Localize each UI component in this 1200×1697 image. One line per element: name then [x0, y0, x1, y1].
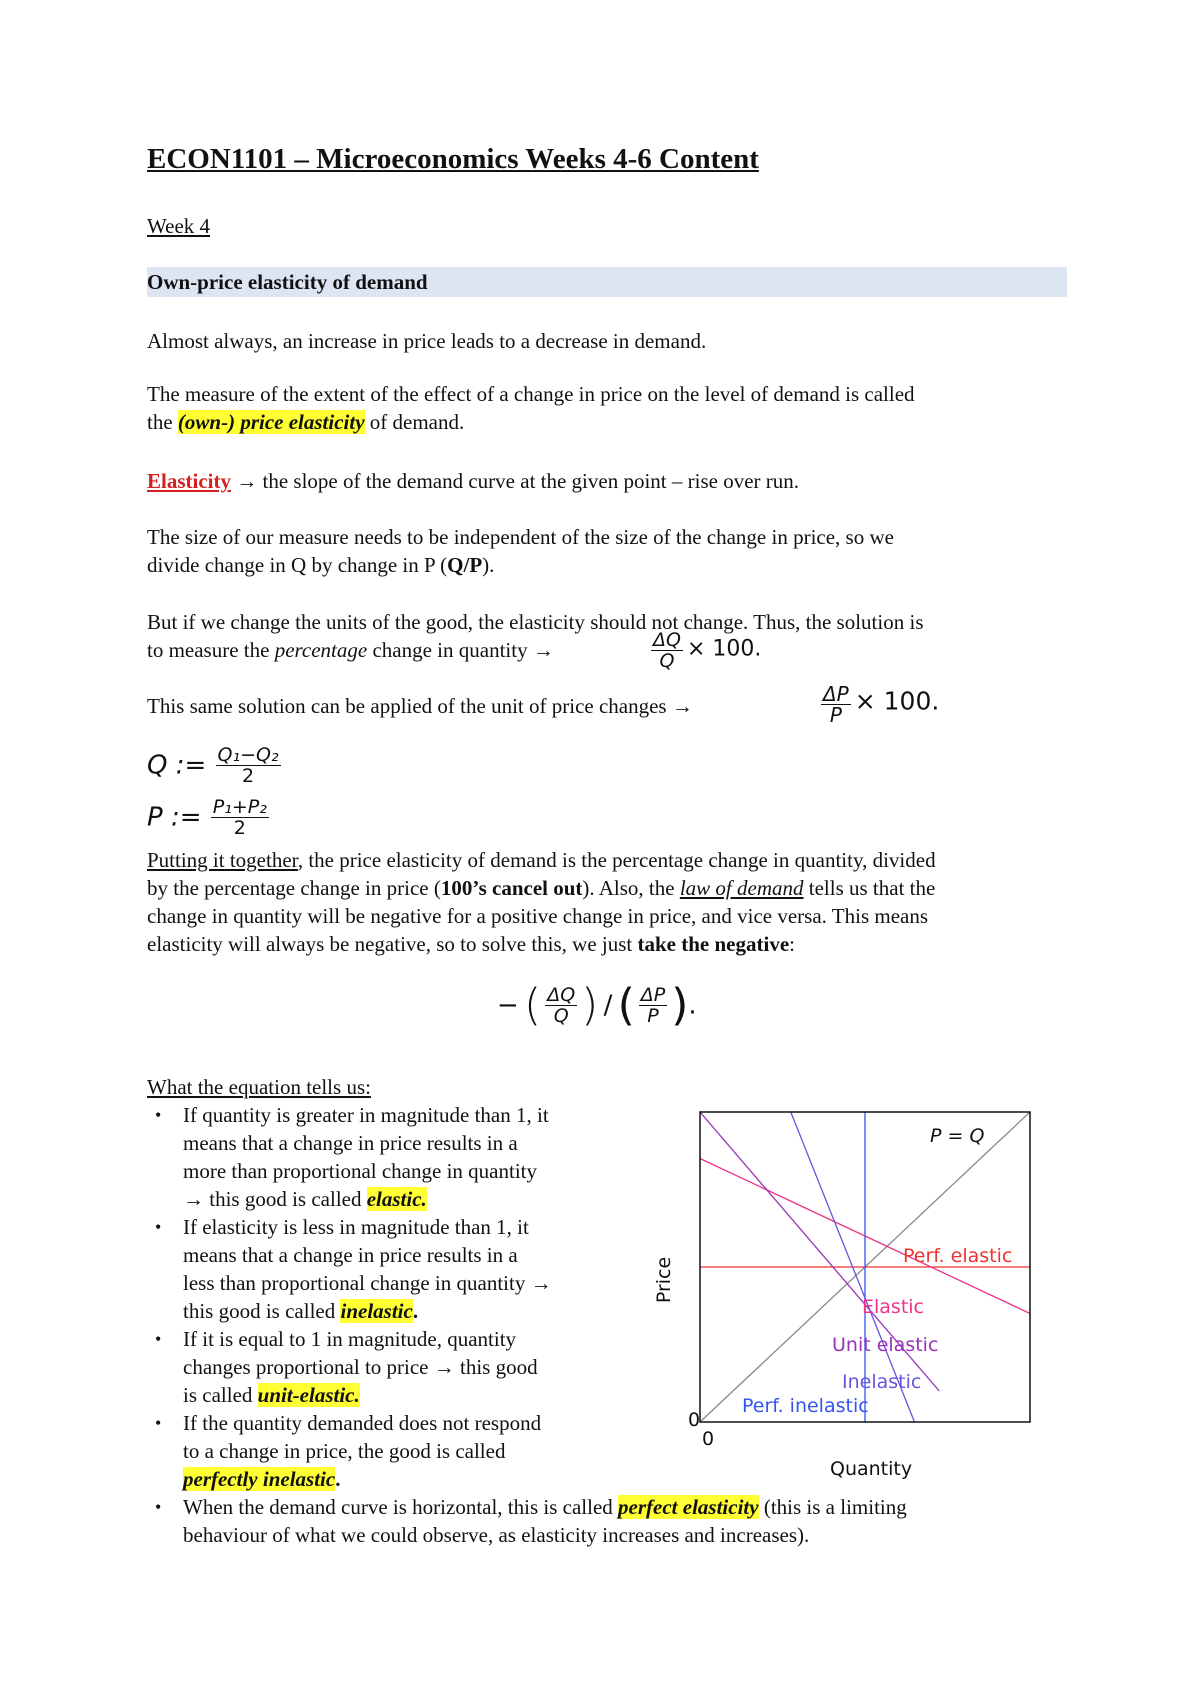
- label-unit-elastic: Unit elastic: [832, 1334, 939, 1356]
- own-price-elasticity-highlight: (own-) price elasticity: [177, 410, 365, 434]
- document-title: ECON1101 – Microeconomics Weeks 4-6 Content: [147, 143, 759, 175]
- paragraph-price-percent: This same solution can be applied of the unit of price changes → $\frac{\Delta P}{P}$ × 100.: [147, 682, 940, 727]
- y-tick-label: 0: [688, 1409, 701, 1431]
- elastic-highlight: elastic.: [366, 1187, 427, 1211]
- law-of-demand-link: law of demand: [679, 876, 804, 900]
- paragraph-demand: Almost always, an increase in price leads to a decrease in demand.: [147, 329, 707, 353]
- equation-elasticity: − ( $\frac{\Delta Q}{Q}$ ) / ( $\frac{\Delta P}{P}$ ).: [497, 979, 697, 1031]
- bullet-dot-icon: •: [155, 1105, 162, 1125]
- equation-p-definition: P := $\frac{\text{P₁+P₂}}{2}$: [147, 796, 267, 839]
- week-heading: Week 4: [147, 214, 211, 238]
- label-inelastic: Inelastic: [842, 1371, 922, 1393]
- x-axis-label: Quantity: [830, 1458, 913, 1480]
- paragraph-putting-together: Putting it together, the price elasticity of demand is the percentage change in quantity, divided by the percentage change in price (100’s cancel out). Also, the law of demand tells us that the change in quantity will be negative for a positive change in price, and vice versa. This means elasticity will always be negative, so to solve this, we just take the negative:: [147, 848, 936, 956]
- equation-price-percent: $\frac{\Delta P}{P}$ × 100.: [823, 682, 940, 727]
- equation-quantity-percent: $\frac{\Delta Q}{Q}$ × 100.: [653, 629, 762, 672]
- paragraph-measure-line2: the (own-) price elasticity of demand.: [147, 410, 465, 434]
- label-perf-elastic: Perf. elastic: [903, 1245, 1013, 1267]
- perfectly-inelastic-highlight: perfectly inelastic: [183, 1467, 336, 1491]
- section-heading: Own-price elasticity of demand: [147, 267, 1067, 297]
- bullets-heading: What the equation tells us:: [147, 1075, 371, 1099]
- label-perf-inelastic: Perf. inelastic: [742, 1395, 869, 1417]
- bullet-dot-icon: •: [155, 1413, 162, 1433]
- elasticity-term: Elasticity: [147, 469, 231, 493]
- elasticity-chart: [620, 1100, 1013, 1480]
- y-axis-label: Price: [653, 1256, 675, 1304]
- inelastic-highlight: inelastic: [340, 1299, 413, 1323]
- bullet-dot-icon: •: [155, 1329, 162, 1349]
- unit-elastic-highlight: unit-elastic.: [257, 1383, 360, 1407]
- paragraph-independence: The size of our measure needs to be independent of the size of the change in price, so we divide change in Q by change in P (Q/P).: [147, 525, 894, 577]
- paragraph-elasticity-definition: Elasticity → the slope of the demand curve at the given point – rise over run.: [147, 469, 800, 493]
- x-tick-label: 0: [702, 1428, 715, 1450]
- bullet-dot-icon: •: [155, 1217, 162, 1237]
- perfect-elasticity-highlight: perfect elasticity: [618, 1495, 759, 1519]
- paragraph-measure: [147, 380, 1067, 436]
- paragraph-percentage: But if we change the units of the good, the elasticity should not change. Thus, the solution is to measure the percentage change in quantity → $\frac{\Delta Q}{Q}$ × 100.: [147, 610, 924, 672]
- label-elastic: Elastic: [862, 1296, 925, 1318]
- equation-q-definition: Q := $\frac{\text{Q₁−Q₂}}{2}$: [147, 744, 279, 787]
- paragraph-measure-line1: The measure of the extent of the effect of a change in price on the level of demand is called: [147, 382, 915, 406]
- label-p-equals-q: P = Q: [930, 1125, 985, 1147]
- bullet-dot-icon: •: [155, 1497, 162, 1517]
